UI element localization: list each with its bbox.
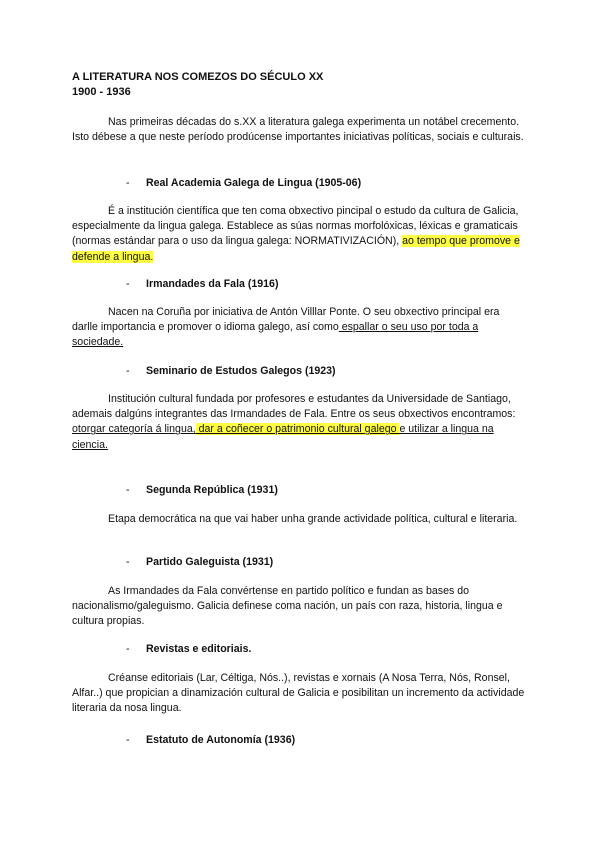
section-heading-segunda-republica: - Segunda República (1931) [126, 484, 278, 496]
underlined-text: e utilizar a lingua na ciencia. [72, 423, 494, 451]
underlined-text: otorgar categoría á lingua, [72, 423, 196, 436]
section-heading-irmandades: - Irmandades da Fala (1916) [126, 278, 279, 290]
title-years: 1900 - 1936 [72, 86, 131, 98]
section-paragraph-irmandades: Nacen na Coruña por iniciativa de Antón Villlar Ponte. O seu obxectivo principal era darlle importancia e promover o idioma galego, así como espallar o seu uso por toda a sociedade. [72, 306, 500, 349]
bullet-dash: - [126, 365, 130, 377]
section-paragraph-partido-galeguista: As Irmandades da Fala convértense en partido político e fundan as bases do nacionalismo/galeguismo. Galicia definese coma nación, un país con raza, historia, lingua e cultura propias. [72, 585, 503, 628]
section-paragraph-real-academia: É a institución científica que ten coma obxectivo pincipal o estudo da cultura de Galicia, especialmente da lingua galega. Establece as súas normas morfolóxicas, léxicas e gramaticais (normas estándar para o uso da lingua galega: NORMATIVIZACIÓN), ao tempo que promove e defende a lingua. [72, 205, 520, 263]
highlighted-text: dar a coñecer o patrimonio cultural galego [195, 423, 400, 436]
document-title [72, 70, 323, 100]
section-heading-real-academia: - Real Academia Galega de Lingua (1905-06) [126, 177, 362, 189]
title-text: A LITERATURA NOS COMEZOS DO SÉCULO XX [72, 71, 324, 83]
section-paragraph-seminario: Institución cultural fundada por profesores e estudantes da Universidade de Santiago, ademais dalgúns integrantes das Irmandades de Fala. Entre os seus obxectivos encontramos: otorgar categoría á lingua, dar a coñecer o patrimonio cultural galego e utilizar a lingua na ciencia. [72, 393, 516, 451]
section-heading-estatuto: - Estatuto de Autonomía (1936) [126, 734, 296, 746]
bullet-dash: - [126, 278, 130, 290]
section-heading-seminario: - Seminario de Estudos Galegos (1923) [126, 365, 336, 377]
section-paragraph-revistas: Créanse editoriais (Lar, Céltiga, Nós..), revistas e xornais (A Nosa Terra, Nós, Ronsel, Alfar..) que propician a dinamización cultural de Galicia e posibilitan un incremento da actividade literaria da nosa lingua. [72, 672, 525, 715]
underlined-text: espallar o seu uso por toda a sociedade. [72, 321, 479, 349]
intro-paragraph: Nas primeiras décadas do s.XX a literatura galega experimenta un notábel crecemento. Isto débese a que neste período prodúcense importantes iniciativas políticas, sociais e culturais. [72, 116, 524, 144]
bullet-dash: - [126, 484, 130, 496]
bullet-dash: - [126, 734, 130, 746]
section-paragraph-segunda-republica: Etapa democrática na que vai haber unha grande actividade política, cultural e literaria. [108, 513, 518, 525]
bullet-dash: - [126, 643, 130, 655]
section-heading-revistas: - Revistas e editoriais. [126, 643, 252, 655]
bullet-dash: - [126, 556, 130, 568]
bullet-dash: - [126, 177, 130, 189]
highlighted-text: ao tempo que promove e defende a lingua. [72, 235, 520, 263]
section-heading-partido-galeguista: - Partido Galeguista (1931) [126, 556, 274, 568]
